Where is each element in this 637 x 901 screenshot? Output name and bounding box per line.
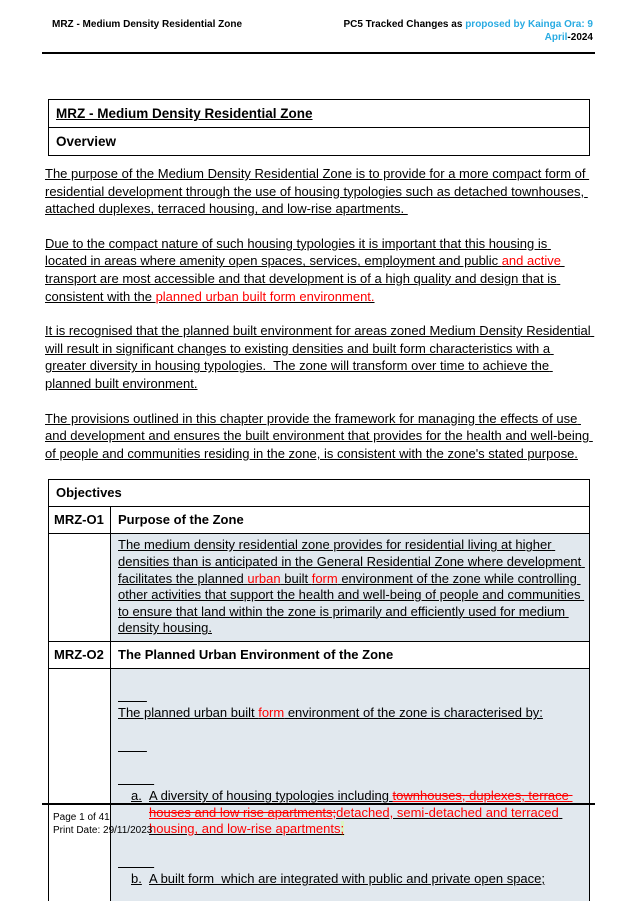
running-header [0,0,637,44]
title-table [48,99,590,156]
paragraph-text: Due to the compact nature of such housing typologies it is important that this housing is located in areas where amenity open spaces, services, employment and public [45,235,551,269]
inserted-red-text: urban [247,570,281,586]
header-proposed-by-text: proposed by Kainga Ora: 9 [465,19,593,30]
paragraph-purpose: The purpose of the Medium Density Residential Zone is to provide for a more compact form of residential development through the use of housing typologies such as detached townhouses, attached duplexes, terraced housing, and low-rise apartments. [45,166,590,217]
objective-o2-intro [118,705,583,722]
objective-o2-heading-row [49,641,589,668]
overview-heading: Overview [56,134,117,149]
header-left-title: MRZ - Medium Density Residential Zone [52,19,243,30]
objectives-table [48,479,590,901]
objective-text: A diversity of housing typologies including [149,788,393,804]
paragraph-provisions: The provisions outlined in this chapter provide the framework for managing the effects of use and development and ensures the built environment that provides for the health and well-being of people and communities residing in the zone, is consistent with the zone's stated purpose. [45,410,593,461]
header-right-line1 [343,18,593,31]
objective-o1-code: MRZ-O1 [49,507,111,533]
objective-o1-body [111,534,589,641]
inserted-red-text: planned urban built form environment. [155,288,375,304]
inserted-red-text: detached, semi-detached and terraced housing, and low-rise apartments [149,804,563,837]
header-date-month: April [544,32,568,43]
objective-o2-empty-cell [49,669,111,901]
list-item-b-text: A built form which are integrated with public and private open space; [149,871,546,886]
objective-text: The medium density residential zone provides for residential living at higher densities than is anticipated in the General Residential Zone where development facilitates the planned [118,537,585,586]
list-item-b [118,871,583,888]
zone-title-row [49,100,589,127]
header-divider-rule [42,52,595,54]
objective-o1-empty-cell [49,534,111,641]
list-marker-b: b. [131,871,142,886]
footer-print-date: Print Date: 29/11/2023 [53,824,153,836]
objectives-section-title: Objectives [56,485,122,501]
objective-text: environment of the zone while controlling other activities that support the health and well-being of people and communities to ensure that land within the zone is primarily and efficiently used for medium density housing. [118,570,585,636]
header-right-line2 [343,31,593,44]
paragraph-recognised: It is recognised that the planned built environment for areas zoned Medium Density Residential will result in significant changes to existing densities and built form characteristics with a greater diversity in housing typologies. The zone will transform over time to achieve the planned built environment. [45,323,595,391]
inserted-red-text: form [311,570,338,586]
objective-o1-heading-row [49,506,589,533]
highlighted-semicolon: ; [340,821,345,837]
objective-o2-body [111,669,589,901]
objective-text: environment of the zone is characterised by: [284,705,543,721]
deleted-strikethrough-text: townhouses, duplexes, terrace houses and low rise apartments; [149,788,573,820]
objective-o2-heading: The Planned Urban Environment of the Zone [118,646,394,662]
paragraph-text: transport are most accessible and that development is of a high quality and design that is consistent with the [45,253,565,304]
objective-text: The planned urban built [118,705,259,721]
objective-o1-body-row [49,533,589,641]
paragraph-compact-nature [45,235,592,305]
objective-o2-code: MRZ-O2 [49,642,111,668]
inserted-red-text: and active [501,253,561,269]
objectives-header-row [49,480,589,506]
objective-o1-heading: Purpose of the Zone [118,512,244,528]
objective-o2-body-row [49,668,589,901]
zone-title: MRZ - Medium Density Residential Zone [56,106,313,121]
header-right-block [343,18,593,44]
page-footer [42,803,595,837]
inserted-red-text: form [258,705,285,721]
footer-page-number: Page 1 of 41 [53,812,110,823]
header-date-year: -2024 [567,32,593,43]
header-tracked-changes-label: PC5 Tracked Changes as [343,19,466,30]
objective-text: built [280,570,312,586]
list-marker-a: a. [131,788,142,804]
overview-section [0,156,637,462]
overview-heading-row [49,127,589,155]
